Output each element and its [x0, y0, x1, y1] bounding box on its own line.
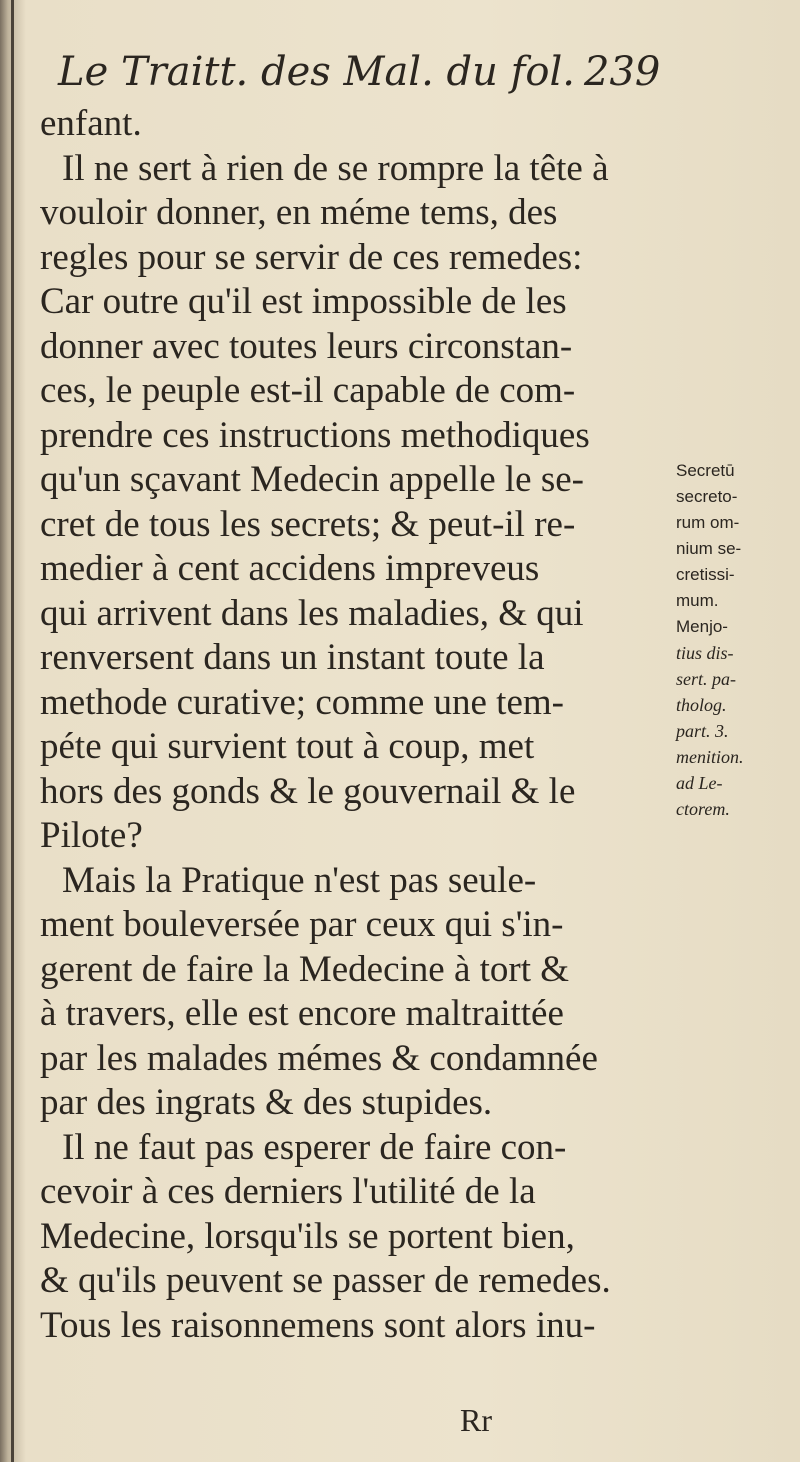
text-line: qui arrivent dans les maladies, & qui: [40, 592, 584, 634]
margin-note-line: cretissi-: [676, 565, 735, 584]
margin-note-line: ad Le-: [676, 773, 723, 793]
text-line: donner avec toutes leurs circonstan-: [40, 325, 573, 367]
running-title: Le Traitt. des Mal. du fol.: [58, 49, 575, 95]
margin-note-line: part. 3.: [676, 721, 729, 741]
text-line: ces, le peuple est-il capable de com-: [40, 370, 576, 411]
text-line: Tous les raisonnemens sont alors inu-: [40, 1304, 596, 1346]
text-line: ment bouleversée par ceux qui s'in-: [40, 904, 564, 945]
text-line: & qu'ils peuvent se passer de remedes.: [40, 1260, 611, 1301]
text-line: par des ingrats & des stupides.: [40, 1082, 493, 1123]
margin-note-line: Menjo-: [676, 617, 728, 636]
text-line: qu'un sçavant Medecin appelle le se-: [40, 459, 584, 500]
text-line: Il ne sert à rien de se rompre la tête à: [62, 147, 609, 189]
text-line: Medecine, lorsqu'ils se portent bien,: [40, 1215, 575, 1257]
margin-note-line: rum om-: [676, 513, 740, 532]
text-line: à travers, elle est encore maltraittée: [40, 993, 564, 1034]
signature-mark: Rr: [460, 1402, 492, 1438]
text-line: regles pour se servir de ces remedes:: [40, 236, 583, 278]
body-text: [40, 102, 660, 1348]
margin-note-line: tius dis-: [676, 643, 734, 663]
text-line: Mais la Pratique n'est pas seule-: [62, 859, 537, 901]
text-line: Car outre qu'il est impossible de les: [40, 281, 567, 322]
margin-note-line: Secretū: [676, 461, 735, 480]
text-line: renversent dans un instant toute la: [40, 637, 545, 678]
text-line: enfant.: [40, 103, 142, 144]
text-line: prendre ces instructions methodiques: [40, 414, 590, 456]
text-line: cret de tous les secrets; & peut-il re-: [40, 503, 576, 545]
margin-note-line: sert. pa-: [676, 669, 736, 689]
margin-note-line: nium se-: [676, 539, 742, 558]
margin-note-line: mum.: [676, 591, 719, 610]
text-line: Il ne faut pas esperer de faire con-: [62, 1126, 567, 1168]
text-line: Pilote?: [40, 815, 143, 856]
text-line: péte qui survient tout à coup, met: [40, 726, 535, 767]
gutter-edge: [11, 0, 14, 1462]
text-line: methode curative; comme une tem-: [40, 681, 564, 723]
text-line: cevoir à ces derniers l'utilité de la: [40, 1171, 536, 1212]
text-line: hors des gonds & le gouvernail & le: [40, 770, 576, 812]
text-line: par les malades mémes & condamnée: [40, 1037, 598, 1079]
margin-note: [676, 458, 796, 822]
text-line: vouloir donner, en méme tems, des: [40, 192, 558, 233]
margin-note-line: ctorem.: [676, 799, 730, 819]
page-number: 239: [584, 49, 661, 95]
text-line: gerent de faire la Medecine à tort &: [40, 948, 570, 990]
running-header: [58, 42, 661, 102]
margin-note-line: secreto-: [676, 487, 738, 506]
margin-note-line: tholog.: [676, 695, 727, 715]
margin-note-line: menition.: [676, 747, 744, 767]
text-line: medier à cent accidens impreveus: [40, 548, 540, 589]
